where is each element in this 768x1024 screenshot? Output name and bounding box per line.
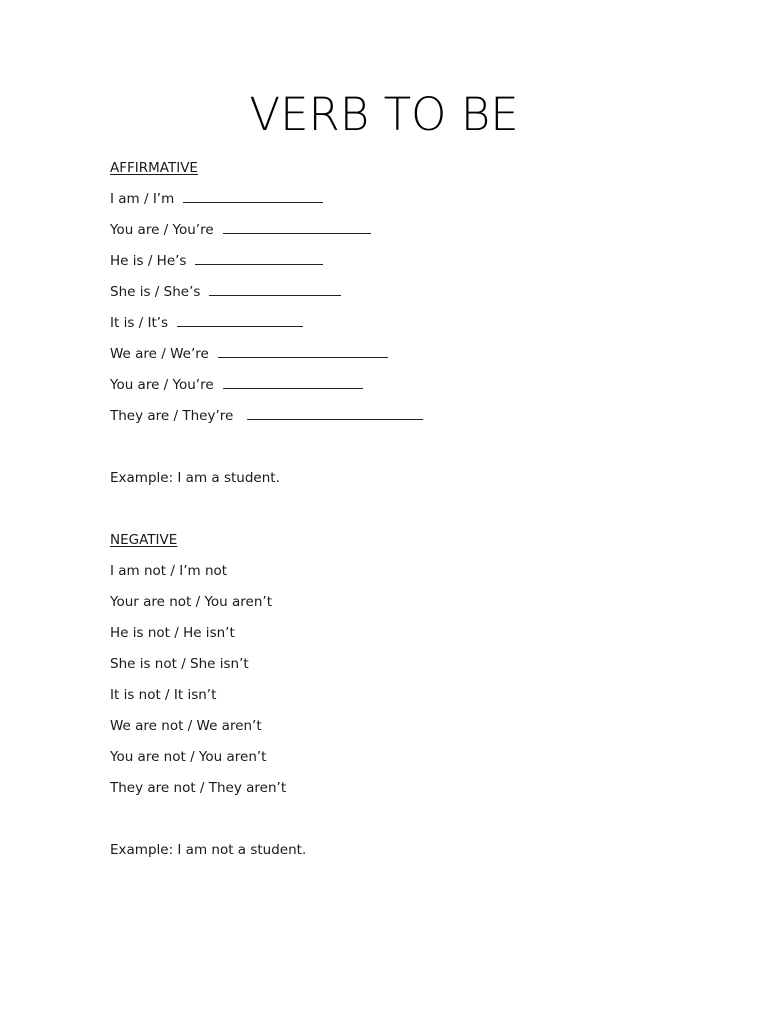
- affirmative-item-label: I am / I’m: [110, 191, 175, 207]
- affirmative-item-label: You are / You’re: [110, 222, 214, 238]
- affirmative-item: [110, 408, 423, 424]
- negative-item: We are not / We aren’t: [110, 718, 262, 734]
- fill-in-blank[interactable]: [183, 201, 323, 203]
- affirmative-item: [110, 191, 323, 207]
- negative-item: Your are not / You aren’t: [110, 594, 273, 610]
- affirmative-item: [110, 315, 303, 331]
- affirmative-item: [110, 222, 371, 238]
- fill-in-blank[interactable]: [195, 263, 323, 265]
- negative-heading: NEGATIVE: [110, 532, 178, 548]
- affirmative-item-label: It is / It’s: [110, 315, 169, 331]
- negative-item: She is not / She isn’t: [110, 656, 249, 672]
- affirmative-item-label: He is / He’s: [110, 253, 187, 269]
- negative-item: I am not / I’m not: [110, 563, 228, 579]
- affirmative-item: [110, 377, 363, 393]
- affirmative-example: Example: I am a student.: [110, 470, 280, 486]
- affirmative-item-label: She is / She’s: [110, 284, 201, 300]
- affirmative-heading: AFFIRMATIVE: [110, 160, 198, 176]
- negative-item: He is not / He isn’t: [110, 625, 235, 641]
- affirmative-item: [110, 284, 341, 300]
- affirmative-item-label: They are / They’re: [110, 408, 234, 424]
- negative-item: It is not / It isn’t: [110, 687, 217, 703]
- fill-in-blank[interactable]: [218, 356, 388, 358]
- fill-in-blank[interactable]: [177, 325, 303, 327]
- page-title: VERB TO BE: [249, 88, 519, 141]
- affirmative-item: [110, 346, 388, 362]
- fill-in-blank[interactable]: [223, 387, 363, 389]
- affirmative-item-label: We are / We’re: [110, 346, 209, 362]
- fill-in-blank[interactable]: [209, 294, 341, 296]
- fill-in-blank[interactable]: [247, 418, 423, 420]
- fill-in-blank[interactable]: [223, 232, 371, 234]
- negative-item: You are not / You aren’t: [110, 749, 267, 765]
- affirmative-item-label: You are / You’re: [110, 377, 214, 393]
- negative-item: They are not / They aren’t: [110, 780, 287, 796]
- negative-example: Example: I am not a student.: [110, 842, 307, 858]
- affirmative-item: [110, 253, 323, 269]
